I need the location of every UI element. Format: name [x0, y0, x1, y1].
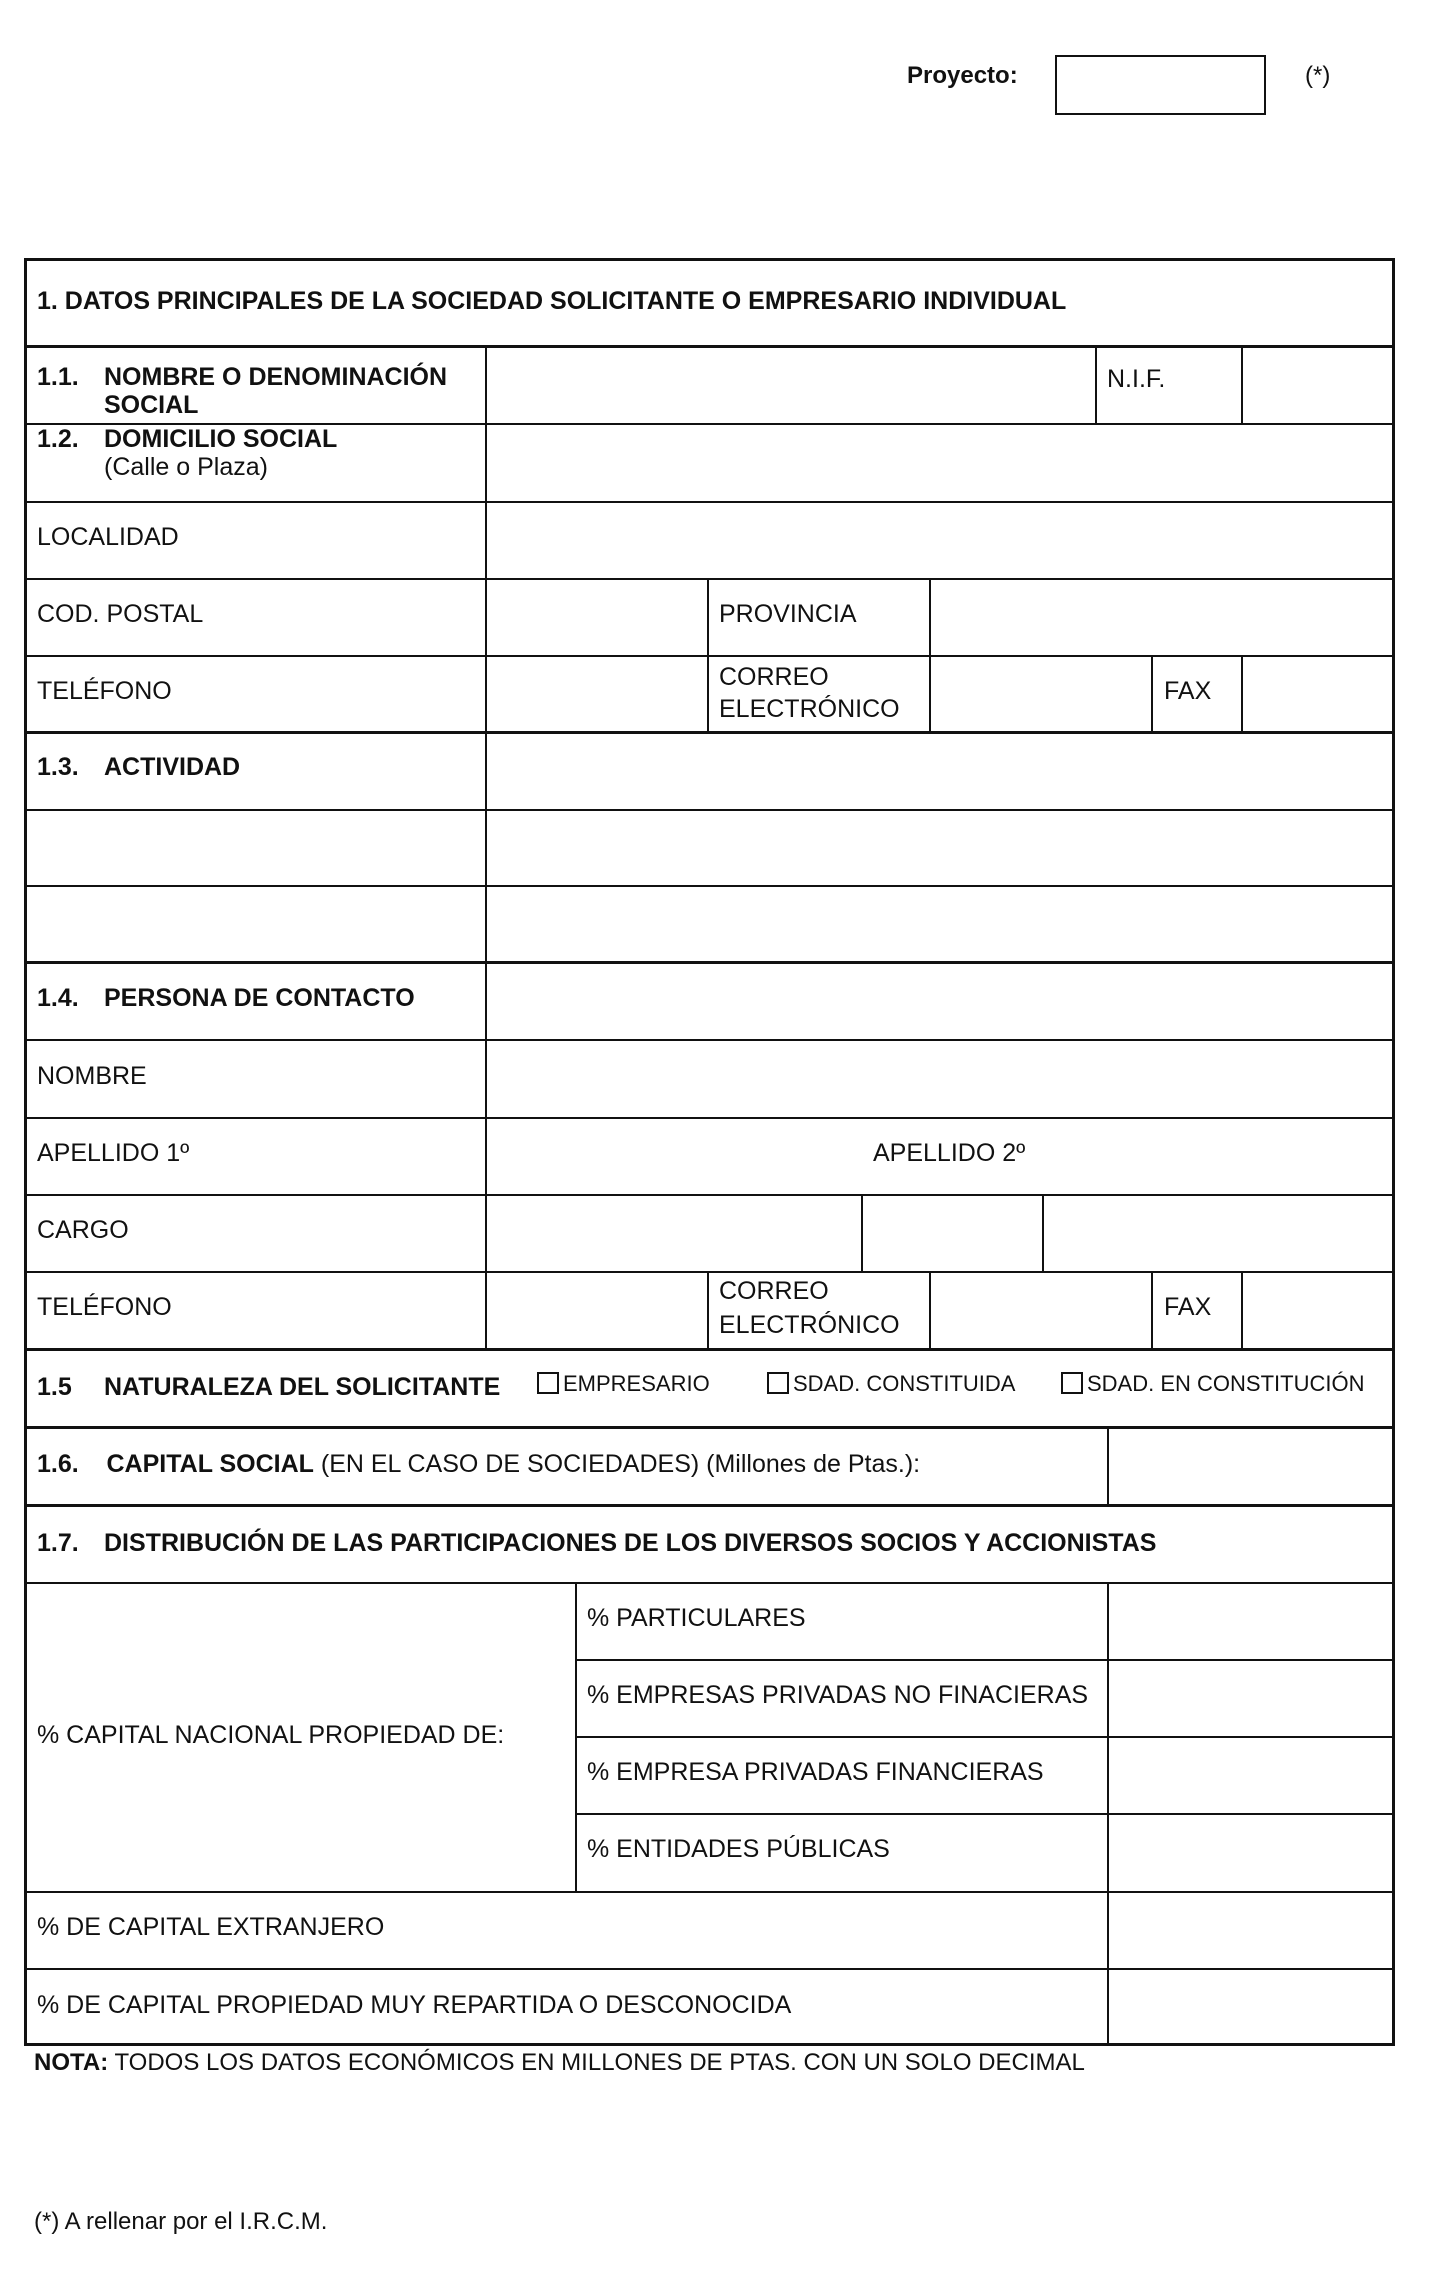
repartida-label: % DE CAPITAL PROPIEDAD MUY REPARTIDA O DESCONOCIDA: [37, 1991, 792, 2019]
fax-label: FAX: [1164, 677, 1212, 705]
apellido2-label: APELLIDO 2º: [873, 1139, 1026, 1167]
empresas-no-fin-field[interactable]: [1109, 1661, 1391, 1736]
telefono-field[interactable]: [487, 657, 707, 731]
contacto-correo-label-line2: ELECTRÓNICO: [719, 1311, 900, 1339]
s17-label: DISTRIBUCIÓN DE LAS PARTICIPACIONES DE LOS DIVERSOS SOCIOS Y ACCIONISTAS: [104, 1529, 1157, 1557]
cargo-field[interactable]: [487, 1196, 1391, 1271]
capital-nacional-label: % CAPITAL NACIONAL PROPIEDAD DE:: [37, 1721, 505, 1749]
fax-field[interactable]: [1243, 657, 1391, 731]
section-1-title: 1. DATOS PRINCIPALES DE LA SOCIEDAD SOLICITANTE O EMPRESARIO INDIVIDUAL: [37, 287, 1067, 315]
nota-text: TODOS LOS DATOS ECONÓMICOS EN MILLONES DE PTAS. CON UN SOLO DECIMAL: [114, 2049, 1085, 2076]
option-empresario[interactable]: [537, 1371, 710, 1396]
correo-field[interactable]: [931, 657, 1151, 731]
extranjero-field[interactable]: [1109, 1893, 1391, 1968]
telefono-label: TELÉFONO: [37, 677, 172, 705]
contacto-fax-label: FAX: [1164, 1293, 1212, 1321]
nota-label: NOTA:: [34, 2049, 109, 2076]
s17-number: 1.7.: [37, 1529, 79, 1557]
contacto-nombre-field[interactable]: [487, 1041, 1391, 1117]
apellido1-field[interactable]: [487, 1119, 861, 1194]
contacto-correo-field[interactable]: [931, 1273, 1151, 1348]
s12-label: DOMICILIO SOCIAL: [104, 425, 338, 453]
s14-number: 1.4.: [37, 984, 79, 1012]
option-sdad-en-constitucion[interactable]: [1061, 1371, 1364, 1396]
particulares-label: % PARTICULARES: [587, 1604, 806, 1632]
capital-social-field[interactable]: [1109, 1428, 1391, 1504]
solicitud-form: [24, 258, 1395, 2046]
repartida-field[interactable]: [1109, 1970, 1391, 2043]
entidades-field[interactable]: [1109, 1815, 1391, 1891]
contacto-correo-label-line1: CORREO: [719, 1277, 829, 1305]
s15-label: NATURALEZA DEL SOLICITANTE: [104, 1373, 501, 1401]
s16-number: 1.6.: [37, 1450, 79, 1478]
actividad-field[interactable]: [487, 733, 1391, 809]
en-constitucion-label: SDAD. EN CONSTITUCIÓN: [1087, 1371, 1365, 1396]
cargo-label: CARGO: [37, 1216, 129, 1244]
contacto-telefono-label: TELÉFONO: [37, 1293, 172, 1321]
s11-label-line1: NOMBRE O DENOMINACIÓN: [104, 363, 448, 391]
option-sdad-constituida[interactable]: [767, 1371, 1015, 1396]
entidades-label: % ENTIDADES PÚBLICAS: [587, 1835, 890, 1863]
correo-label-line1: CORREO: [719, 663, 829, 691]
correo-label-line2: ELECTRÓNICO: [719, 695, 900, 723]
s11-number: 1.1.: [37, 363, 79, 391]
extranjero-label: % DE CAPITAL EXTRANJERO: [37, 1913, 385, 1941]
apellido1-label: APELLIDO 1º: [37, 1139, 190, 1167]
actividad-line-2[interactable]: [29, 811, 1391, 885]
empresas-no-fin-label: % EMPRESAS PRIVADAS NO FINACIERAS: [587, 1681, 1089, 1709]
nif-label: N.I.F.: [1107, 365, 1166, 393]
footnote: (*) A rellenar por el I.R.C.M.: [34, 2208, 328, 2235]
proyecto-field[interactable]: [1055, 55, 1266, 115]
s16-label: [37, 1450, 920, 1479]
constituida-label: SDAD. CONSTITUIDA: [793, 1371, 1016, 1396]
s14-label: PERSONA DE CONTACTO: [104, 984, 415, 1012]
nombre-label: NOMBRE: [37, 1062, 147, 1090]
s16-rest-label: (EN EL CASO DE SOCIEDADES) (Millones de Ptas.):: [320, 1450, 921, 1478]
domicilio-field[interactable]: [487, 425, 1391, 501]
apellido2-field[interactable]: [1044, 1119, 1391, 1194]
s13-number: 1.3.: [37, 753, 79, 781]
empresario-checkbox[interactable]: [537, 1372, 559, 1394]
s12-sublabel: (Calle o Plaza): [104, 453, 268, 481]
contacto-fax-field[interactable]: [1243, 1273, 1391, 1348]
cod-postal-label: COD. POSTAL: [37, 600, 204, 628]
nif-field[interactable]: [1243, 347, 1391, 423]
particulares-field[interactable]: [1109, 1584, 1391, 1659]
nota: [34, 2049, 1085, 2077]
s11-label-line2: SOCIAL: [104, 391, 199, 419]
en-constitucion-checkbox[interactable]: [1061, 1372, 1083, 1394]
localidad-field[interactable]: [487, 503, 1391, 578]
s12-number: 1.2.: [37, 425, 79, 453]
provincia-label: PROVINCIA: [719, 600, 857, 628]
cod-postal-field[interactable]: [487, 580, 707, 655]
nombre-sociedad-field[interactable]: [487, 347, 1093, 423]
empresario-label: EMPRESARIO: [563, 1371, 710, 1396]
s15-number: 1.5: [37, 1373, 72, 1401]
proyecto-label: Proyecto:: [907, 62, 1018, 89]
contacto-telefono-field[interactable]: [487, 1273, 707, 1348]
s13-label: ACTIVIDAD: [104, 753, 241, 781]
s16-bold-label: CAPITAL SOCIAL: [106, 1450, 314, 1478]
constituida-checkbox[interactable]: [767, 1372, 789, 1394]
empresa-fin-label: % EMPRESA PRIVADAS FINANCIERAS: [587, 1758, 1044, 1786]
actividad-line-3[interactable]: [29, 887, 1391, 961]
localidad-label: LOCALIDAD: [37, 523, 179, 551]
provincia-field[interactable]: [931, 580, 1391, 655]
empresa-fin-field[interactable]: [1109, 1738, 1391, 1813]
proyecto-mark: (*): [1305, 62, 1331, 89]
